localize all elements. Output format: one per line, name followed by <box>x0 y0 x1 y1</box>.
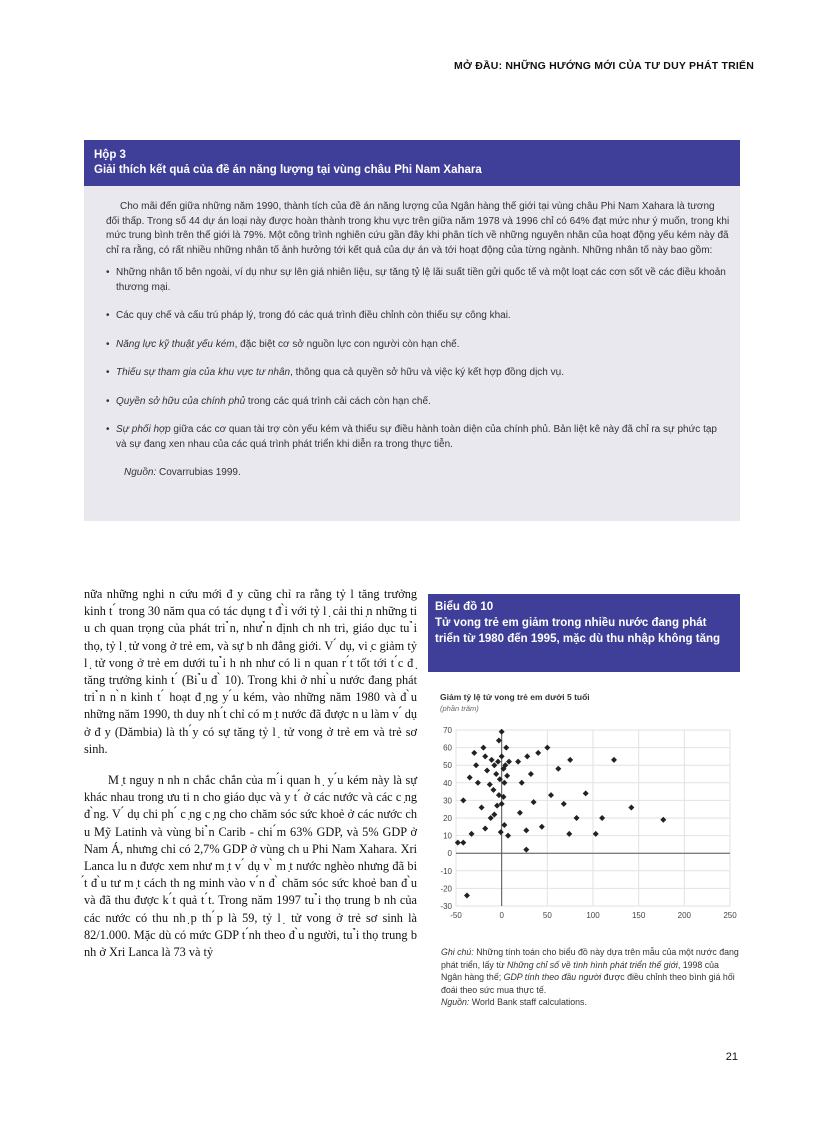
y-tick-label: 20 <box>443 814 452 823</box>
note-label: Ghi chú: <box>441 947 474 957</box>
x-tick-label: 150 <box>631 911 646 920</box>
box-title: Giải thích kết quả của đề án năng lượng tại vùng châu Phi Nam Xahara <box>94 164 482 176</box>
list-item <box>106 395 730 410</box>
item-text: Các quy chế và cấu trú pháp lý, trong đó các quá trình điều chỉnh còn thiếu sự công khai. <box>116 310 511 321</box>
chart-subtitle: (phần trăm) <box>440 704 479 713</box>
item-emphasis: Thiếu sự tham gia của khu vực tư nhân <box>116 367 291 378</box>
y-tick-label: 10 <box>443 831 452 841</box>
item-text: giữa các cơ quan tài trợ còn yếu kém và thiếu sự điều hành toàn diện của chính phủ. Bản liệt kê này đã chỉ ra sự phức tạp và sự đang xen nhau của các quá trình phát triển khi diễn ra trong thực tiễn. <box>116 424 717 450</box>
running-header: MỞ ĐẦU: NHỮNG HƯỚNG MỚI CỦA TƯ DUY PHÁT TRIỂN <box>454 60 754 72</box>
box-label: Hộp 3 <box>94 149 126 161</box>
scatter-chart <box>430 684 740 934</box>
x-tick-label: 100 <box>586 911 600 920</box>
x-tick-label: 0 <box>499 911 504 920</box>
y-tick-label: -30 <box>440 902 452 911</box>
figure-title: Tử vong trẻ em giảm trong nhiều nước đang phát triển từ 1980 đến 1995, mặc dù thu nhập không tăng <box>435 617 721 645</box>
box-header <box>84 140 740 186</box>
x-tick-label: -50 <box>450 911 462 920</box>
caption-note <box>441 946 739 996</box>
caption-source <box>441 996 739 1009</box>
chart-title: Giảm tỷ lệ tử vong trẻ em dưới 5 tuổi <box>440 692 590 702</box>
x-tick-label: 250 <box>723 911 737 920</box>
caption-source-text: World Bank staff calculations. <box>469 997 587 1007</box>
y-tick-label: -10 <box>440 866 452 876</box>
item-text: Những nhân tố bên ngoài, ví dụ như sự lên giá nhiên liệu, sự tăng tỷ lệ lãi suất tiền gửi quốc tế và một loạt các cơn sốt về các điều khoản thương mại. <box>116 267 726 293</box>
list-item <box>106 266 730 295</box>
figure-label: Biểu đồ 10 <box>435 601 494 613</box>
page-number: 21 <box>725 1051 738 1063</box>
source-label: Nguồn: <box>124 467 157 478</box>
note-ref: Những chỉ số về tình hình phát triển thế giới <box>507 959 678 970</box>
item-text: trong các quá trình cải cách còn hạn chế. <box>245 395 431 407</box>
caption-source-label: Nguồn: <box>441 997 470 1007</box>
chart-background <box>430 684 740 934</box>
body-column <box>84 586 417 961</box>
note-gdp: GDP tính theo đầu người <box>503 972 602 982</box>
x-tick-label: 50 <box>542 911 552 920</box>
y-tick-label: 50 <box>443 761 452 771</box>
list-item <box>106 309 730 324</box>
list-item <box>106 366 730 381</box>
figure-caption <box>441 946 739 1009</box>
list-item <box>106 338 730 353</box>
item-emphasis: Quyền sở hữu của chính phủ <box>116 395 246 407</box>
note-ref-after: , 1998 của Ngân hàng thế; <box>441 959 719 982</box>
item-text: , thông qua cả quyền sở hữu và việc ký kết hợp đồng dịch vụ. <box>290 367 564 378</box>
info-box <box>84 140 740 521</box>
y-tick-label: -20 <box>440 884 452 894</box>
body-paragraph-1: nữa những nghi n cứu mới đ y cũng chỉ ra rằng tỷ l tăng trưởng kinh t ́ trong 30 năm qua có tác dụng t đ ̀i với tỷ l ̣ cải thi ̣n những ti u ch quan trọng của phát tri ̉n, như ̉n định ch nh tri, giáo dục tu ̉i thọ, tỷ l ̣ tử vong ở trẻ em, và sự b nh đẳng giới. V ́ dụ, vi ̣c giảm tỷ l ̣ tử vong ở trẻ em dưới tu ̉i h nh như có li n quan r ́t tốt tới t ́c đ ̣ tăng trưởng kinh t ́ (Bi ̉u đ ̀ 10). Trong khi ở nhi ̀u nước đang phát tri ̉n n ̀n kinh t ́ hoạt đ ̣ng y ́u kém, vào những năm 1980 và đ ̀u những năm 1990, th duy nh ́t chỉ có m ̣t nước đã được n u làm v ́ dụ ở đ y (Dămbia) là th ́y có sự tăng tỷ l ̣ tử vong ở trẻ em và trẻ sơ sinh. <box>84 587 417 756</box>
list-item <box>106 423 730 452</box>
box-source <box>106 466 730 481</box>
y-tick-label: 30 <box>443 796 452 806</box>
x-tick-label: 200 <box>677 911 692 920</box>
figure-header <box>428 594 740 672</box>
body-paragraph-2: M ̣t nguy n nh n chắc chắn của m ́i quan h ̣ y ́u kém này là sự khác nhau trong ưu ti n cho giáo dục và y t ́ ở các nước và các c ̣ng đ ̀ng. V ́ dụ chi ph ́ c ̣ng c ̣ng cho chăm sóc sức khoẻ ở các nước ch u Mỹ Latinh và vùng bi ̉n Carib - chi ́m 63% GDP, và 5% GDP ở Nam Á, nhưng chỉ có 2,7% GDP ở vùng ch u Phi Nam Xahara. Xri Lanca lu n được xem như m ̣t v ́ dụ v ̀ m ̣t nước nghèo nhưng đã bi ́t đ ̀u tư m ̣t cách th ng minh vào v ́n đ ̀ chăm sóc sức khoẻ ban đ ̀u và đã thu được k ́t quả t ́t. Trong năm 1997 tu ̉i thọ trung b nh của các nước có thu nh ̣p th ́p là 59, tỷ l ̣ tử vong ở trẻ sơ sinh là 82/1.000. Mặc dù có mức GDP t ́nh theo đ ̀u người, tu ̉i thọ trung b nh ở Xri Lanca là 73 và tỷ <box>84 773 417 960</box>
box-body <box>84 186 740 481</box>
box-intro: Cho mãi đến giữa những năm 1990, thành tích của đề án năng lượng của Ngân hàng thế giới tại vùng châu Phi Nam Xahara là tương đối thấp. Trong số 44 dự án loại này được hoàn thành trong khu vực trên giữa năm 1978 và 1996 chỉ có 64% đạt mức như ý muốn, trong khi mức trung bình trên thế giới là 79%. Một công trình nghiên cứu gần đây khi phân tích về những nguyên nhân của hoạt động yếu kém này đã chỉ ra rằng, có rất nhiều những nhân tố ảnh hưởng tới kết quả của dự án và tới hoạt động của từng ngành. Những nhân tố này bao gồm: <box>106 201 730 256</box>
item-emphasis: Năng lực kỹ thuật yếu kém <box>116 338 235 350</box>
y-tick-label: 40 <box>443 778 452 788</box>
y-tick-label: 60 <box>443 743 452 753</box>
box-bullet-list <box>106 266 730 452</box>
source-text: Covarrubias 1999. <box>156 467 241 478</box>
note-gdp-after: được điều chỉnh theo bình giá hối đoái theo sức mua thực tế. <box>441 972 735 995</box>
item-text: , đặc biệt cơ sở nguồn lực con người còn hạn chế. <box>234 338 460 350</box>
y-tick-label: 0 <box>447 849 452 859</box>
item-emphasis: Sự phối hợp <box>116 424 171 435</box>
note-text: Những tính toán cho biểu đồ này dựa trên mẫu của một nước đang phát triển, lấy từ <box>441 947 739 970</box>
y-tick-label: 70 <box>443 726 452 735</box>
